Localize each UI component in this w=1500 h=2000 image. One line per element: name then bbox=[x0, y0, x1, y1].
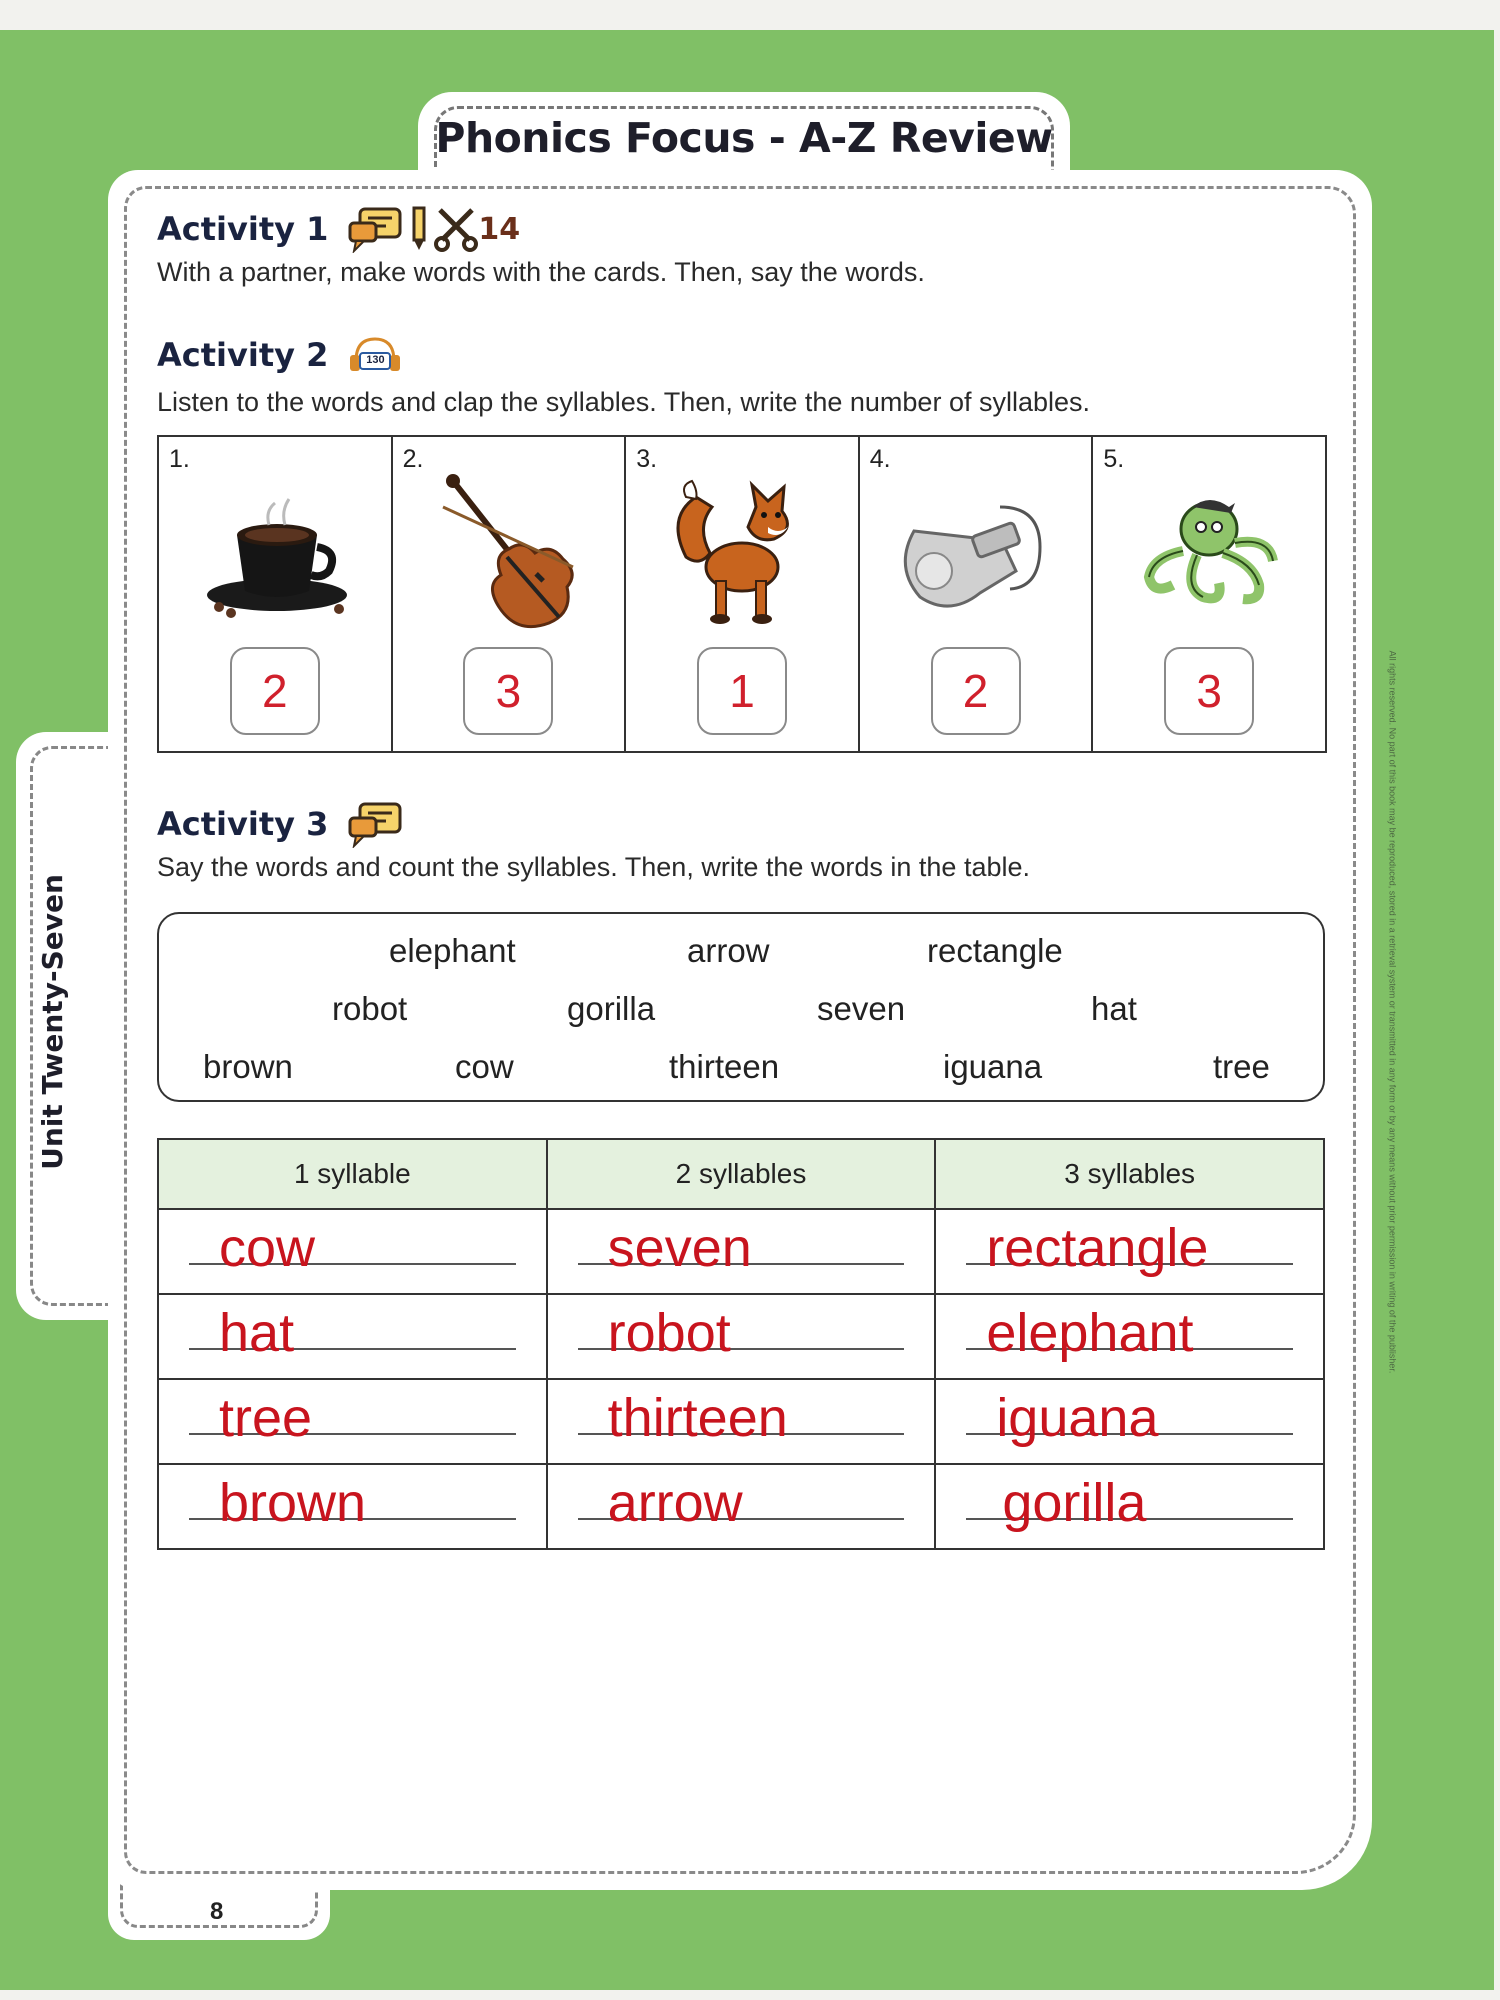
written-answer: tree bbox=[219, 1388, 313, 1448]
syllable-answer-box[interactable]: 2 bbox=[931, 647, 1021, 735]
word-bank-item: cow bbox=[455, 1048, 514, 1085]
activity1-header bbox=[157, 205, 520, 253]
fox-picture bbox=[656, 467, 826, 637]
scissors-icon bbox=[434, 206, 478, 252]
activity2-title: Activity 2 bbox=[157, 336, 329, 374]
written-answer: gorilla bbox=[1002, 1473, 1147, 1533]
word-bank-item: seven bbox=[817, 990, 906, 1027]
picture-cell-octopus bbox=[1093, 437, 1325, 751]
answer-cell[interactable] bbox=[935, 1294, 1324, 1379]
word-bank-item: brown bbox=[203, 1048, 293, 1085]
word-bank-item: gorilla bbox=[567, 990, 656, 1027]
page-title: Phonics Focus - A-Z Review bbox=[435, 114, 1053, 162]
coffee-cup-picture bbox=[189, 467, 359, 637]
picture-row bbox=[157, 435, 1327, 753]
page-edge-bottom bbox=[0, 1990, 1500, 2000]
word-bank-item: rectangle bbox=[927, 932, 1063, 969]
word-bank bbox=[157, 912, 1325, 1102]
answer-cell[interactable] bbox=[547, 1464, 936, 1549]
written-answer: elephant bbox=[986, 1303, 1194, 1363]
written-answer: thirteen bbox=[607, 1388, 788, 1448]
activity2-instruction: Listen to the words and clap the syllables. Then, write the number of syllables. bbox=[157, 387, 1091, 417]
audio-track-icon[interactable] bbox=[346, 335, 404, 375]
written-answer: iguana bbox=[996, 1388, 1159, 1448]
picture-cell-coffee bbox=[159, 437, 393, 751]
written-answer: hat bbox=[219, 1303, 295, 1363]
table-row bbox=[158, 1464, 1324, 1549]
word-bank-item: hat bbox=[1091, 990, 1137, 1027]
violin-picture bbox=[423, 467, 593, 637]
answer-cell[interactable] bbox=[547, 1209, 936, 1294]
syllable-answer-box[interactable]: 1 bbox=[697, 647, 787, 735]
word-bank-item: thirteen bbox=[669, 1048, 780, 1085]
syllable-answer-box[interactable]: 3 bbox=[1164, 647, 1254, 735]
written-answer: seven bbox=[607, 1218, 752, 1278]
header-3-syllables: 3 syllables bbox=[935, 1139, 1324, 1209]
card-number: 14 bbox=[478, 211, 521, 247]
written-answer: arrow bbox=[607, 1473, 743, 1533]
word-bank-item: arrow bbox=[687, 932, 770, 969]
answer-cell[interactable] bbox=[158, 1209, 547, 1294]
unit-label: Unit Twenty-Seven bbox=[36, 874, 69, 1170]
page-number: 8 bbox=[210, 1898, 224, 1925]
answer-cell[interactable] bbox=[547, 1379, 936, 1464]
picture-cell-fox bbox=[626, 437, 860, 751]
word-bank-item: robot bbox=[332, 990, 408, 1027]
octopus-picture bbox=[1123, 467, 1293, 637]
speech-bubble-icon bbox=[346, 800, 404, 848]
copyright-notice: All rights reserved. No part of this book may be reproduced, stored in a retrieval system or transmitted in any form or by any means without prior permission in writing of the publisher. bbox=[1387, 650, 1398, 1374]
answer-cell[interactable] bbox=[935, 1464, 1324, 1549]
activity2-header bbox=[157, 335, 404, 375]
picture-number: 2. bbox=[402, 445, 424, 473]
activity3-title: Activity 3 bbox=[157, 805, 329, 843]
activity3-header bbox=[157, 800, 404, 848]
picture-number: 1. bbox=[169, 445, 190, 473]
syllable-answer-box[interactable]: 2 bbox=[230, 647, 320, 735]
answer-cell[interactable] bbox=[158, 1464, 547, 1549]
picture-cell-violin bbox=[393, 437, 627, 751]
whistle-picture bbox=[890, 467, 1060, 637]
table-header-row bbox=[158, 1139, 1324, 1209]
word-bank-item: tree bbox=[1213, 1048, 1270, 1085]
header-2-syllables: 2 syllables bbox=[547, 1139, 936, 1209]
written-answer: robot bbox=[607, 1303, 731, 1363]
picture-number: 5. bbox=[1103, 445, 1125, 473]
page-edge-right bbox=[1494, 0, 1500, 2000]
activity3-instruction: Say the words and count the syllables. Then, write the words in the table. bbox=[157, 852, 1030, 882]
picture-cell-whistle bbox=[860, 437, 1094, 751]
answer-cell[interactable] bbox=[935, 1379, 1324, 1464]
picture-number: 4. bbox=[869, 445, 891, 473]
activity1-instruction: With a partner, make words with the cards. Then, say the words. bbox=[157, 257, 925, 287]
header-1-syllable: 1 syllable bbox=[158, 1139, 547, 1209]
speech-bubble-icon bbox=[346, 205, 404, 253]
written-answer: rectangle bbox=[986, 1218, 1209, 1278]
syllable-answer-box[interactable]: 3 bbox=[463, 647, 553, 735]
pencil-icon bbox=[410, 206, 428, 252]
answer-cell[interactable] bbox=[547, 1294, 936, 1379]
picture-number: 3. bbox=[636, 445, 658, 473]
table-row bbox=[158, 1294, 1324, 1379]
answer-cell[interactable] bbox=[158, 1294, 547, 1379]
word-bank-item: iguana bbox=[943, 1048, 1043, 1085]
word-bank-item: elephant bbox=[389, 932, 516, 969]
table-row bbox=[158, 1379, 1324, 1464]
written-answer: brown bbox=[219, 1473, 367, 1533]
table-row bbox=[158, 1209, 1324, 1294]
page-edge-top bbox=[0, 0, 1500, 30]
audio-track-number: 130 bbox=[366, 354, 385, 366]
activity1-title: Activity 1 bbox=[157, 210, 329, 248]
answer-cell[interactable] bbox=[158, 1379, 547, 1464]
written-answer: cow bbox=[219, 1218, 316, 1278]
syllable-table bbox=[157, 1138, 1325, 1550]
answer-cell[interactable] bbox=[935, 1209, 1324, 1294]
